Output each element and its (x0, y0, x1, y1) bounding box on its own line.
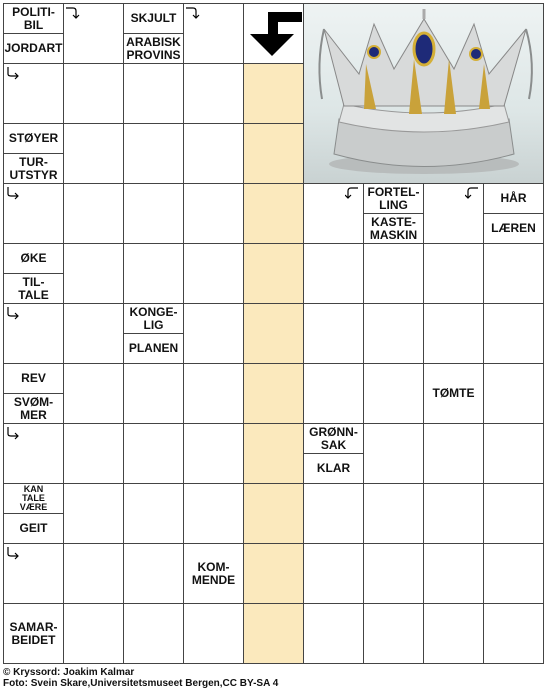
clue-har: HÅR (483, 183, 544, 214)
answer-cell[interactable] (63, 303, 124, 364)
answer-cell[interactable] (123, 363, 184, 424)
answer-cell[interactable] (183, 63, 244, 124)
answer-cell[interactable] (3, 183, 64, 244)
answer-cell[interactable] (183, 303, 244, 364)
answer-cell[interactable] (3, 543, 64, 604)
clue-turutstyr: TUR- UTSTYR (3, 153, 64, 184)
answer-cell[interactable] (363, 603, 424, 664)
answer-cell[interactable] (363, 423, 424, 484)
solution-cell[interactable] (243, 303, 304, 364)
clue-tomte: TØMTE (423, 363, 484, 424)
answer-cell[interactable] (63, 543, 124, 604)
answer-cell[interactable] (483, 243, 544, 304)
solution-cell[interactable] (243, 423, 304, 484)
answer-cell[interactable] (63, 183, 124, 244)
answer-cell[interactable] (183, 603, 244, 664)
solution-cell[interactable] (243, 183, 304, 244)
answer-cell[interactable] (123, 483, 184, 544)
clue-gronnsak: GRØNN- SAK (303, 423, 364, 454)
answer-cell[interactable] (183, 243, 244, 304)
answer-cell[interactable] (63, 63, 124, 124)
clue-laeren: LÆREN (483, 213, 544, 244)
answer-cell[interactable] (123, 63, 184, 124)
answer-cell[interactable] (123, 603, 184, 664)
crown-photo (303, 3, 544, 184)
answer-cell[interactable] (63, 603, 124, 664)
answer-cell[interactable] (183, 123, 244, 184)
clue-arabisk: ARABISK PROVINS (123, 33, 184, 64)
clue-stoyer: STØYER (3, 123, 64, 154)
answer-cell[interactable] (303, 303, 364, 364)
solution-cell[interactable] (243, 603, 304, 664)
answer-cell[interactable] (423, 303, 484, 364)
answer-cell[interactable] (3, 63, 64, 124)
answer-cell[interactable] (363, 363, 424, 424)
clue-kantalevaere: KAN TALE VÆRE (3, 483, 64, 514)
answer-cell[interactable] (423, 423, 484, 484)
answer-cell[interactable] (123, 543, 184, 604)
clue-politibil: POLITI- BIL (3, 3, 64, 34)
answer-cell[interactable] (303, 543, 364, 604)
answer-cell[interactable] (63, 483, 124, 544)
clue-jordart: JORDART (3, 33, 64, 64)
clue-svommer: SVØM- MER (3, 393, 64, 424)
answer-cell[interactable] (303, 483, 364, 544)
answer-cell[interactable] (183, 363, 244, 424)
answer-cell[interactable] (63, 363, 124, 424)
down-arrow-icon (244, 4, 304, 64)
solution-arrow-cell (243, 3, 304, 64)
answer-cell[interactable] (483, 423, 544, 484)
answer-cell[interactable] (303, 603, 364, 664)
answer-cell[interactable] (423, 543, 484, 604)
clue-geit: GEIT (3, 513, 64, 544)
answer-cell[interactable] (183, 183, 244, 244)
answer-cell[interactable] (303, 363, 364, 424)
answer-cell[interactable] (63, 123, 124, 184)
solution-cell[interactable] (243, 243, 304, 304)
clue-fortelling: FORTEL- LING (363, 183, 424, 214)
answer-cell[interactable] (123, 243, 184, 304)
answer-cell[interactable] (423, 603, 484, 664)
answer-cell[interactable] (483, 543, 544, 604)
answer-cell[interactable] (483, 363, 544, 424)
solution-cell[interactable] (243, 123, 304, 184)
clue-samarbeidet: SAMAR- BEIDET (3, 603, 64, 664)
answer-cell[interactable] (363, 483, 424, 544)
clue-klar: KLAR (303, 453, 364, 484)
clue-tiltale: TIL- TALE (3, 273, 64, 304)
clue-planen: PLANEN (123, 333, 184, 364)
answer-cell[interactable] (183, 483, 244, 544)
solution-cell[interactable] (243, 483, 304, 544)
answer-cell[interactable] (123, 423, 184, 484)
answer-cell[interactable] (483, 483, 544, 544)
answer-cell[interactable] (63, 243, 124, 304)
clue-kommende: KOM- MENDE (183, 543, 244, 604)
clue-kongelig: KONGE- LIG (123, 303, 184, 334)
answer-cell[interactable] (183, 423, 244, 484)
answer-cell[interactable] (63, 423, 124, 484)
solution-cell[interactable] (243, 543, 304, 604)
answer-cell[interactable] (123, 123, 184, 184)
answer-cell[interactable] (483, 303, 544, 364)
answer-cell[interactable] (423, 183, 484, 244)
answer-cell[interactable] (423, 243, 484, 304)
answer-cell[interactable] (423, 483, 484, 544)
answer-cell[interactable] (363, 543, 424, 604)
answer-cell[interactable] (363, 243, 424, 304)
crossword-credit: © Kryssord: Joakim Kalmar (3, 667, 135, 678)
solution-cell[interactable] (243, 63, 304, 124)
clue-oke: ØKE (3, 243, 64, 274)
answer-cell[interactable] (123, 183, 184, 244)
clue-kastemaskin: KASTE- MASKIN (363, 213, 424, 244)
clue-rev: REV (3, 363, 64, 394)
solution-cell[interactable] (243, 363, 304, 424)
crown-icon (304, 4, 544, 184)
answer-cell[interactable] (63, 3, 124, 64)
clue-skjult: SKJULT (123, 3, 184, 34)
answer-cell[interactable] (183, 3, 244, 64)
answer-cell[interactable] (363, 303, 424, 364)
answer-cell[interactable] (3, 423, 64, 484)
photo-credit: Foto: Svein Skare,Universitetsmuseet Bergen,CC BY-SA 4 (3, 678, 279, 689)
answer-cell[interactable] (3, 303, 64, 364)
answer-cell[interactable] (303, 183, 364, 244)
answer-cell[interactable] (303, 243, 364, 304)
answer-cell[interactable] (483, 603, 544, 664)
